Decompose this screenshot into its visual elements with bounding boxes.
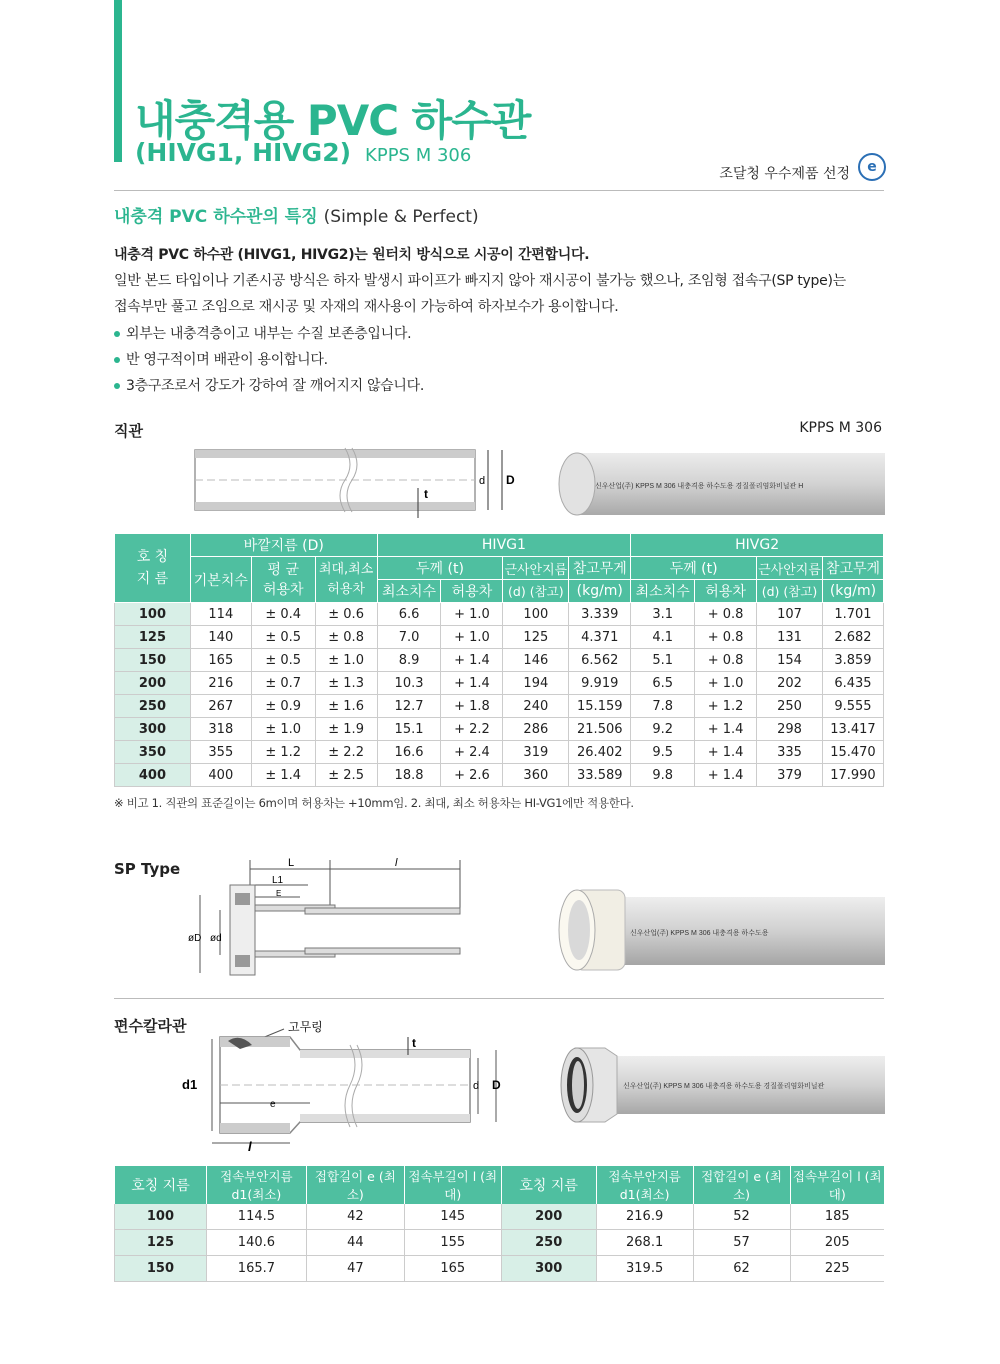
th-d1: 접속부안지름 d1(최소): [206, 1166, 306, 1204]
table-cell: 165: [404, 1256, 501, 1282]
nominal-cell: 400: [115, 764, 191, 787]
dim-D: D: [506, 473, 515, 487]
straight-pipe-diagram: [190, 440, 530, 520]
table-cell: + 1.2: [695, 695, 757, 718]
table-cell: 125: [503, 626, 569, 649]
table-cell: ± 0.5: [251, 649, 315, 672]
th-base: 기본치수: [190, 557, 251, 603]
table-cell: + 1.0: [441, 603, 503, 626]
th-tol: 허용차: [695, 580, 757, 603]
table-cell: 140: [190, 626, 251, 649]
dim-l: l: [395, 857, 398, 869]
table-cell: 267: [190, 695, 251, 718]
straight-pipe-photo: [555, 448, 885, 518]
table-cell: 44: [306, 1230, 404, 1256]
divider: [114, 998, 884, 999]
table-row: [115, 672, 884, 695]
table-cell: + 1.4: [695, 764, 757, 787]
table-cell: 318: [190, 718, 251, 741]
table-cell: 6.6: [377, 603, 441, 626]
th-outer-dia: 바깥지름 (D): [190, 534, 377, 557]
table-cell: 33.589: [569, 764, 631, 787]
table-cell: 335: [757, 741, 823, 764]
bullet-text: 3층구조로서 강도가 강하여 잘 깨어지지 않습니다.: [126, 378, 424, 394]
table-cell: 52: [693, 1204, 790, 1230]
table-cell: 194: [503, 672, 569, 695]
features-heading: [114, 202, 479, 227]
table-cell: 140.6: [206, 1230, 306, 1256]
feature-bullet: [114, 323, 411, 343]
table-cell: 12.7: [377, 695, 441, 718]
table-cell: 16.6: [377, 741, 441, 764]
th-hivg2: HIVG2: [631, 534, 884, 557]
nominal-cell: 150: [115, 1256, 207, 1282]
table-cell: 298: [757, 718, 823, 741]
sp-type-label: SP Type: [114, 860, 181, 878]
table-cell: ± 0.7: [251, 672, 315, 695]
table-cell: ± 1.4: [251, 764, 315, 787]
table-cell: 107: [757, 603, 823, 626]
table-cell: 379: [757, 764, 823, 787]
table-cell: 360: [503, 764, 569, 787]
dim-t: t: [424, 487, 428, 501]
table-row: [115, 649, 884, 672]
table-cell: 3.339: [569, 603, 631, 626]
table-cell: 9.5: [631, 741, 695, 764]
table-cell: 9.555: [822, 695, 883, 718]
table-cell: + 2.6: [441, 764, 503, 787]
th-thickness: 두께 (t): [377, 557, 503, 580]
table-cell: 319: [503, 741, 569, 764]
table-cell: + 2.2: [441, 718, 503, 741]
table-cell: 6.435: [822, 672, 883, 695]
table-cell: ± 0.4: [251, 603, 315, 626]
nominal-cell: 300: [501, 1256, 596, 1282]
accent-bar: [114, 0, 122, 162]
table-cell: ± 0.9: [251, 695, 315, 718]
table-cell: ± 2.5: [315, 764, 377, 787]
table-cell: ± 0.6: [315, 603, 377, 626]
table-cell: 216.9: [596, 1204, 693, 1230]
table-cell: 268.1: [596, 1230, 693, 1256]
th-ref-weight: 참고무게: [822, 557, 883, 580]
feature-bullet: [114, 349, 328, 369]
dim-D: D: [492, 1078, 501, 1092]
table-row: [115, 764, 884, 787]
pipe-print-text: 신우산업(주) KPPS M 306 내충격용 하수도용: [630, 930, 769, 937]
th-d1: 접속부안지름 d1(최소): [596, 1166, 693, 1204]
dim-t: t: [412, 1036, 416, 1050]
straight-pipe-standard: KPPS M 306: [799, 420, 882, 436]
collar-pipe-photo: [555, 1040, 885, 1130]
th-e: 접합길이 e (최소): [306, 1166, 404, 1204]
bullet-dot-icon: [114, 357, 120, 363]
table-cell: 47: [306, 1256, 404, 1282]
dim-E: E: [276, 889, 282, 898]
table-cell: 7.0: [377, 626, 441, 649]
table-cell: 6.5: [631, 672, 695, 695]
table-cell: 4.1: [631, 626, 695, 649]
th-ref-weight: 참고무게: [569, 557, 631, 580]
table-cell: 42: [306, 1204, 404, 1230]
table-row: [115, 626, 884, 649]
table-cell: 355: [190, 741, 251, 764]
features-lead: 내충격 PVC 하수관 (HIVG1, HIVG2)는 원터치 방식으로 시공이 간편합니다.: [114, 247, 590, 263]
table-cell: ± 1.2: [251, 741, 315, 764]
table-cell: 154: [757, 649, 823, 672]
table-cell: 146: [503, 649, 569, 672]
table-cell: + 0.8: [695, 603, 757, 626]
th-approx-inner: 근사안지름: [503, 557, 569, 580]
th-maxmin-tol: 최대,최소 허용차: [315, 557, 377, 603]
table-cell: 10.3: [377, 672, 441, 695]
table-cell: + 1.8: [441, 695, 503, 718]
table-cell: 3.859: [822, 649, 883, 672]
features-line3: 접속부만 풀고 조임으로 재시공 및 자재의 재사용이 가능하여 하자보수가 용이합니다.: [114, 299, 619, 315]
table-cell: 100: [503, 603, 569, 626]
pipe-print-text: 신우산업(주) KPPS M 306 내충격용 하수도용 경질폴리염화비닐관: [623, 1083, 825, 1090]
table-cell: 155: [404, 1230, 501, 1256]
nominal-cell: 100: [115, 1204, 207, 1230]
table-cell: ± 0.8: [315, 626, 377, 649]
collar-pipe-spec-table: [114, 1166, 884, 1282]
table-row: [115, 741, 884, 764]
th-e: 접합길이 e (최소): [693, 1166, 790, 1204]
table-row: [115, 695, 884, 718]
th-l: 접속부길이 l (최대): [790, 1166, 884, 1204]
table-cell: 9.8: [631, 764, 695, 787]
th-weight-unit: (kg/m): [569, 580, 631, 603]
nominal-cell: 250: [501, 1230, 596, 1256]
table-cell: ± 1.9: [315, 718, 377, 741]
th-nominal: 호 칭 지 름: [115, 534, 191, 603]
nominal-cell: 350: [115, 741, 191, 764]
th-nominal: 호칭 지름: [115, 1166, 207, 1204]
bullet-dot-icon: [114, 331, 120, 337]
table-cell: 15.159: [569, 695, 631, 718]
sp-type-diagram: [180, 855, 470, 985]
th-inner-unit: (d) (참고): [757, 580, 823, 603]
table-cell: 5.1: [631, 649, 695, 672]
th-inner-unit: (d) (참고): [503, 580, 569, 603]
table-cell: + 1.4: [441, 649, 503, 672]
table-cell: 3.1: [631, 603, 695, 626]
table-cell: ± 1.0: [251, 718, 315, 741]
nominal-cell: 200: [501, 1204, 596, 1230]
th-min: 최소치수: [631, 580, 695, 603]
table-cell: 62: [693, 1256, 790, 1282]
standard-code: KPPS M 306: [365, 145, 472, 166]
table-cell: ± 2.2: [315, 741, 377, 764]
dim-od: ød: [210, 933, 222, 944]
th-hivg1: HIVG1: [377, 534, 631, 557]
table-row: [115, 1204, 885, 1230]
table-cell: 2.682: [822, 626, 883, 649]
table-cell: 9.919: [569, 672, 631, 695]
table-cell: 216: [190, 672, 251, 695]
table-cell: + 1.4: [695, 718, 757, 741]
table-cell: 6.562: [569, 649, 631, 672]
table-cell: + 1.0: [695, 672, 757, 695]
table-cell: 202: [757, 672, 823, 695]
dim-l: l: [248, 1139, 252, 1154]
table-cell: 165: [190, 649, 251, 672]
table-cell: ± 0.5: [251, 626, 315, 649]
features-line2: 일반 본드 타입이나 기존시공 방식은 하자 발생시 파이프가 빠지지 않아 재시공이 불가능 했으나, 조임형 접속구(SP type)는: [114, 273, 846, 289]
collar-pipe-diagram: [180, 1015, 520, 1155]
table-cell: + 1.4: [441, 672, 503, 695]
dim-e: e: [270, 1099, 276, 1110]
table-cell: 240: [503, 695, 569, 718]
table-cell: 205: [790, 1230, 884, 1256]
certification-text: 조달청 우수제품 선정: [719, 166, 850, 182]
model-names: (HIVG1, HIVG2): [135, 138, 352, 167]
nominal-cell: 100: [115, 603, 191, 626]
sp-type-photo: [555, 885, 885, 975]
nominal-cell: 200: [115, 672, 191, 695]
table-cell: 165.7: [206, 1256, 306, 1282]
nominal-cell: 300: [115, 718, 191, 741]
dim-L1: L1: [272, 875, 284, 886]
th-tol: 허용차: [441, 580, 503, 603]
bullet-text: 외부는 내충격층이고 내부는 수질 보존층입니다.: [126, 326, 412, 342]
nominal-cell: 125: [115, 626, 191, 649]
dim-d: d: [473, 1080, 480, 1092]
th-approx-inner: 근사안지름: [757, 557, 823, 580]
straight-pipe-spec-table: [114, 533, 884, 787]
th-l: 접속부길이 l (최대): [404, 1166, 501, 1204]
page-subtitle: [135, 138, 471, 167]
features-heading-ko: 내충격 PVC 하수관의 특징: [114, 207, 318, 227]
table-cell: 15.1: [377, 718, 441, 741]
table-cell: 225: [790, 1256, 884, 1282]
dim-oD: øD: [188, 933, 202, 944]
table-row: [115, 1230, 885, 1256]
table-cell: 114: [190, 603, 251, 626]
table-cell: 319.5: [596, 1256, 693, 1282]
table-cell: + 1.4: [695, 741, 757, 764]
table-cell: 7.8: [631, 695, 695, 718]
table-cell: 400: [190, 764, 251, 787]
table-cell: 15.470: [822, 741, 883, 764]
table-cell: 1.701: [822, 603, 883, 626]
rubber-ring-label: 고무링: [288, 1020, 323, 1034]
th-avg-tol: 평 균 허용차: [251, 557, 315, 603]
features-heading-en: (Simple & Perfect): [323, 207, 479, 227]
table-cell: 17.990: [822, 764, 883, 787]
table-cell: 13.417: [822, 718, 883, 741]
collar-pipe-label: 편수칼라관: [114, 1017, 187, 1035]
page-title: 내충격용 PVC 하수관: [135, 96, 531, 145]
th-nominal: 호칭 지름: [501, 1166, 596, 1204]
table-cell: 4.371: [569, 626, 631, 649]
nominal-cell: 125: [115, 1230, 207, 1256]
feature-bullet: [114, 375, 424, 395]
table-cell: 9.2: [631, 718, 695, 741]
table-cell: ± 1.0: [315, 649, 377, 672]
table-note: ※ 비고 1. 직관의 표준길이는 6m이며 허용차는 +10mm임. 2. 최대, 최소 허용차는 HI-VG1에만 적용한다.: [114, 796, 634, 810]
th-min: 최소치수: [377, 580, 441, 603]
th-weight-unit: (kg/m): [822, 580, 883, 603]
table-cell: 286: [503, 718, 569, 741]
table-cell: 145: [404, 1204, 501, 1230]
dim-L: L: [288, 857, 295, 869]
table-cell: + 1.0: [441, 626, 503, 649]
table-cell: 250: [757, 695, 823, 718]
dim-d1: d1: [182, 1077, 198, 1092]
table-row: [115, 1256, 885, 1282]
table-cell: + 2.4: [441, 741, 503, 764]
certification-logo-icon: e: [858, 153, 886, 181]
table-cell: 18.8: [377, 764, 441, 787]
nominal-cell: 150: [115, 649, 191, 672]
table-cell: ± 1.6: [315, 695, 377, 718]
table-cell: + 0.8: [695, 626, 757, 649]
bullet-text: 반 영구적이며 배관이 용이합니다.: [126, 352, 328, 368]
table-cell: 185: [790, 1204, 884, 1230]
table-row: [115, 718, 884, 741]
bullet-dot-icon: [114, 383, 120, 389]
table-cell: 8.9: [377, 649, 441, 672]
table-cell: + 0.8: [695, 649, 757, 672]
table-cell: 131: [757, 626, 823, 649]
table-cell: 21.506: [569, 718, 631, 741]
pipe-print-text: 신우산업(주) KPPS M 306 내충격용 하수도용 경질폴리염화비닐관 H: [595, 483, 804, 490]
table-cell: ± 1.3: [315, 672, 377, 695]
table-cell: 57: [693, 1230, 790, 1256]
straight-pipe-label: 직관: [114, 422, 143, 440]
table-cell: 26.402: [569, 741, 631, 764]
th-thickness: 두께 (t): [631, 557, 757, 580]
divider: [114, 190, 884, 191]
dim-d: d: [479, 475, 486, 487]
nominal-cell: 250: [115, 695, 191, 718]
table-cell: 114.5: [206, 1204, 306, 1230]
table-row: [115, 603, 884, 626]
